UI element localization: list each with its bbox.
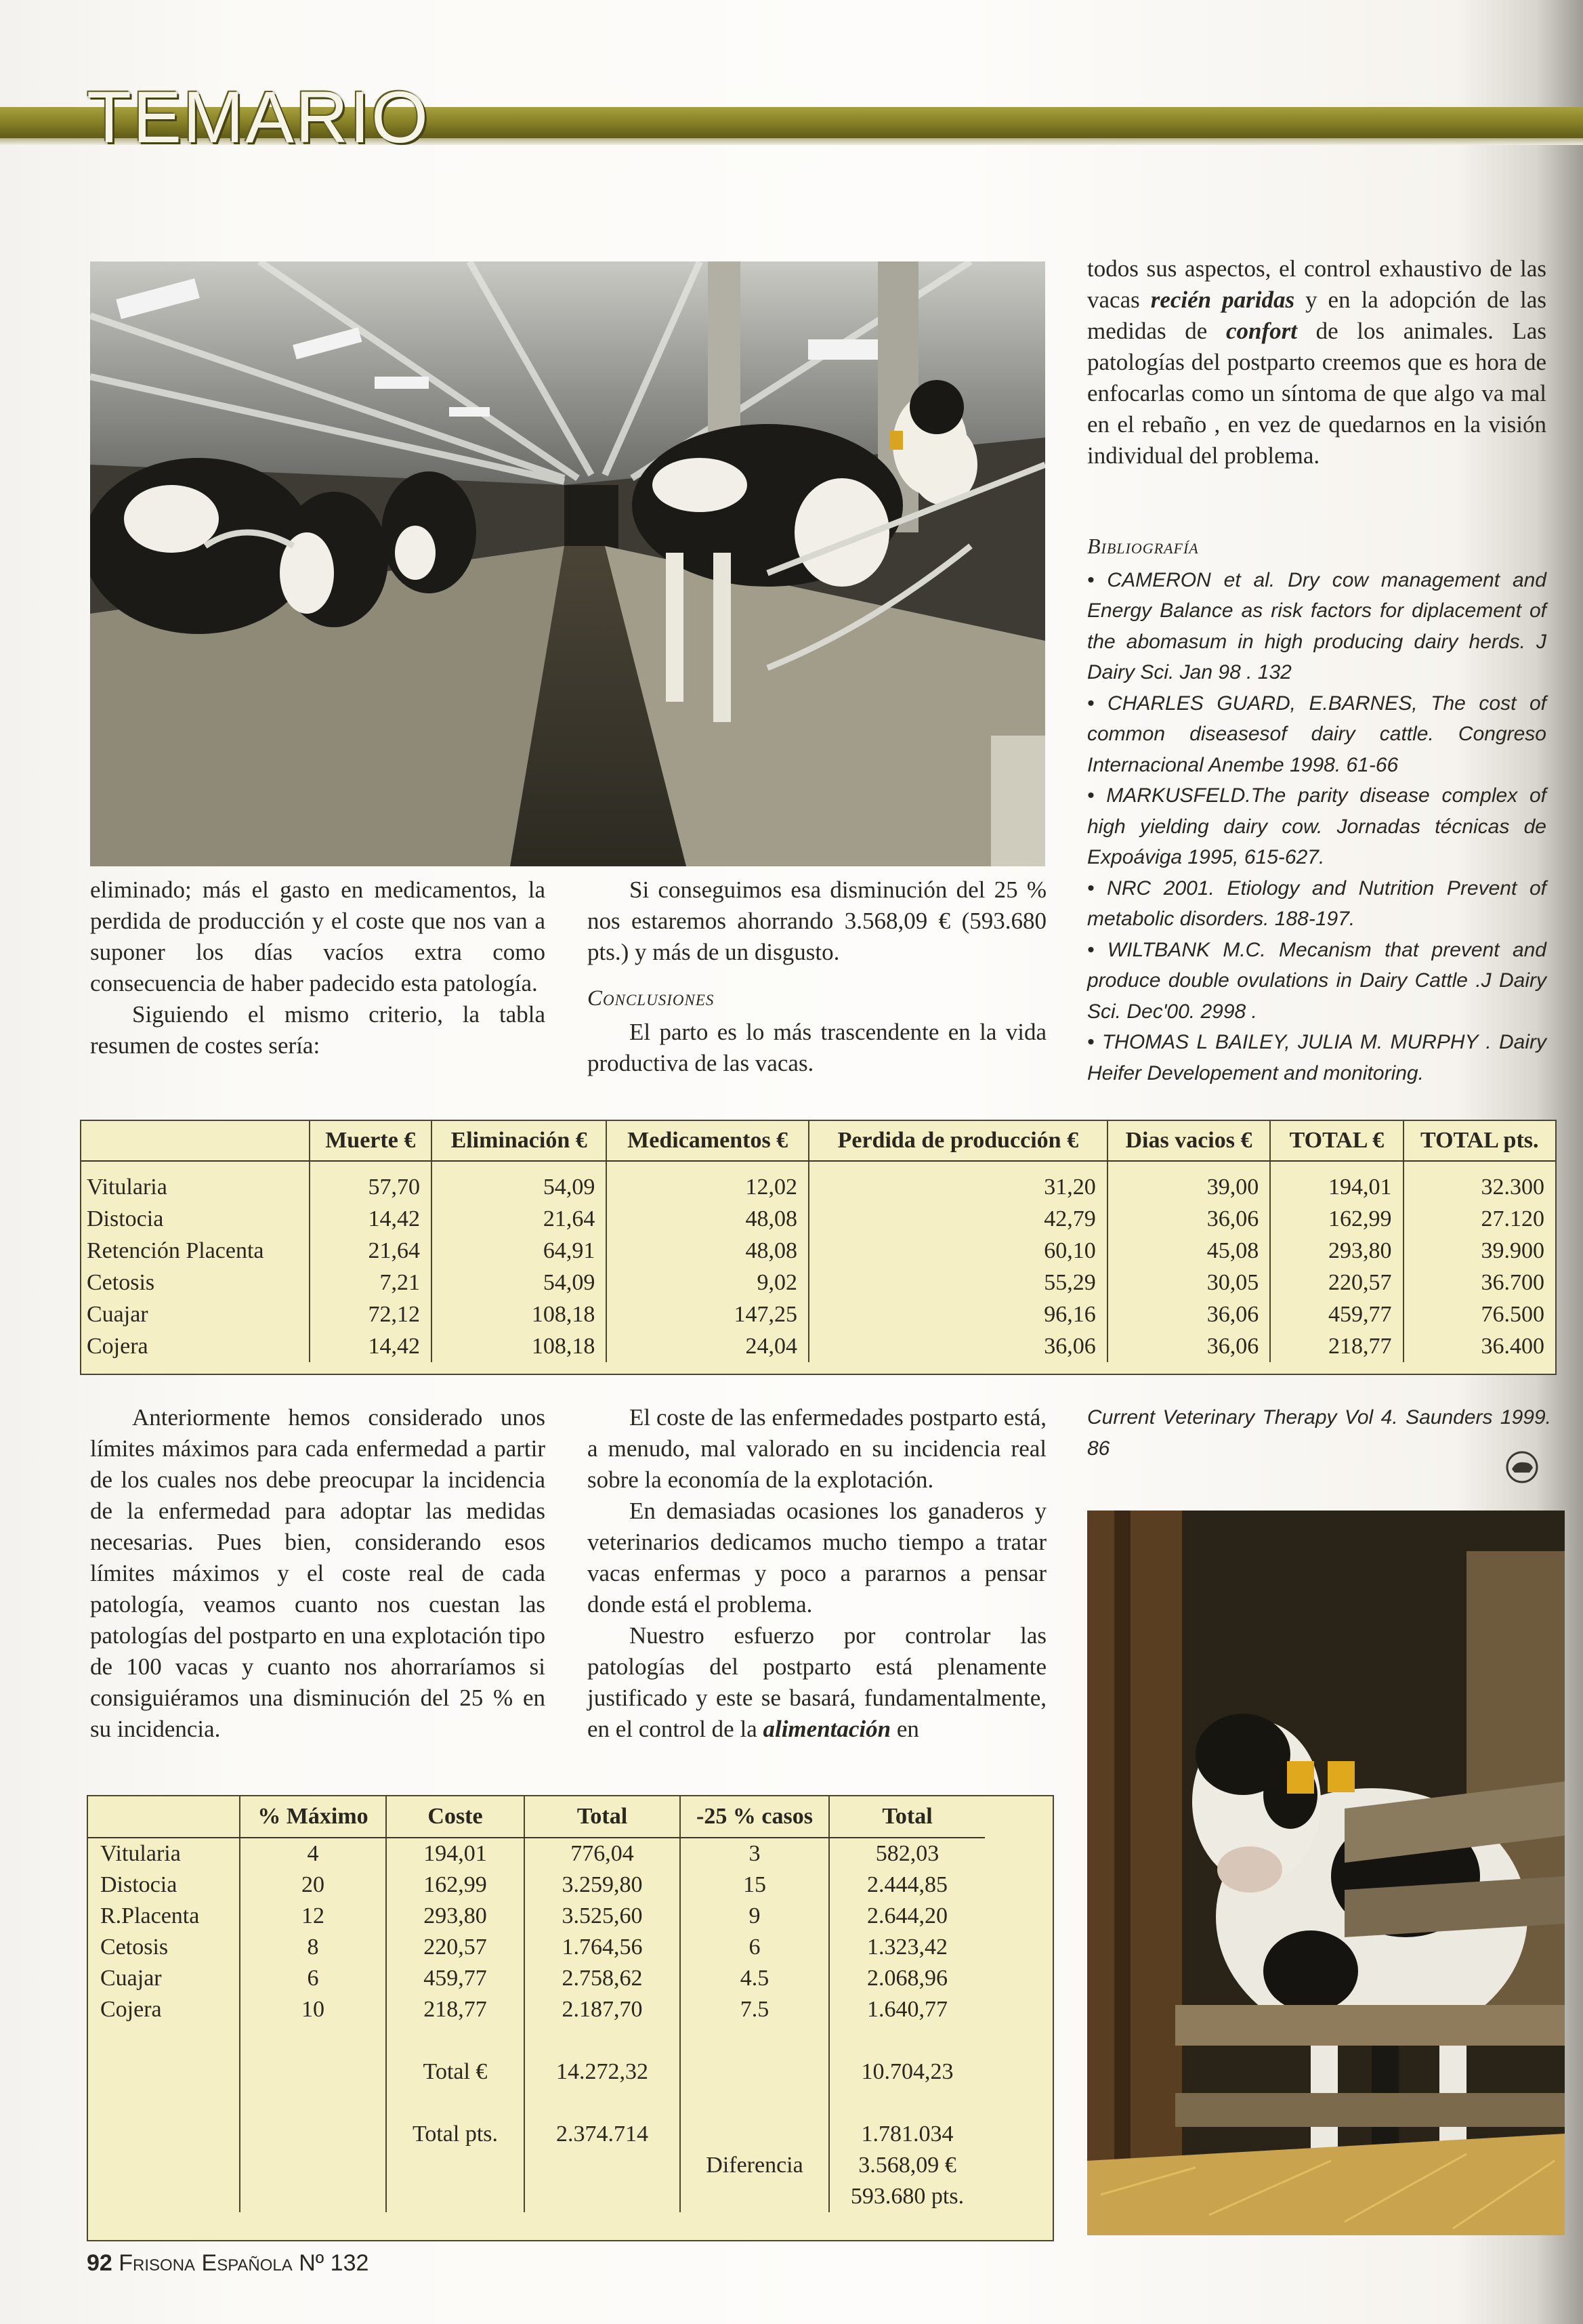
cost-cell: 194,01	[1270, 1161, 1403, 1203]
savings-table-row	[88, 1963, 1053, 1994]
cost-cell: 76.500	[1403, 1298, 1555, 1330]
right-text-2: y en la adopción de las medidas de	[1087, 287, 1546, 344]
savings-table-row	[88, 1869, 1053, 1901]
cost-cell: 96,16	[809, 1298, 1107, 1330]
cost-row-label: Retención Placenta	[87, 1238, 264, 1263]
cost-cell: 57,70	[310, 1161, 431, 1203]
cost-cell: 39.900	[1403, 1235, 1555, 1267]
savings-cell-empty	[985, 1838, 1053, 1869]
savings-row-label: R.Placenta	[100, 1903, 200, 1928]
cost-cell: 293,80	[1270, 1235, 1403, 1267]
savings-difference-pts: 593.680 pts.	[829, 2181, 985, 2212]
cost-table-body	[81, 1161, 1555, 1362]
cost-cell: 36.700	[1403, 1267, 1555, 1298]
cost-cell: 36,06	[1107, 1330, 1270, 1362]
cost-cell: 147,25	[606, 1298, 809, 1330]
cost-header-muerte: Muerte €	[310, 1121, 431, 1161]
cost-row-label: Cetosis	[87, 1269, 155, 1295]
cost-cell: 54,09	[431, 1161, 606, 1203]
paragraph-coste: El coste de las enfermedades postparto está, a menudo, mal valorado en su incidencia real sobre la economía de la explotación.	[587, 1404, 1047, 1493]
savings-table-row	[88, 1932, 1053, 1963]
cost-cell: 36,06	[809, 1330, 1107, 1362]
column-left-bottom	[90, 1402, 545, 1745]
cost-cell: 108,18	[431, 1330, 606, 1362]
column-middle-top	[587, 874, 1047, 1079]
savings-header-blank	[88, 1796, 240, 1838]
savings-cell: 293,80	[386, 1901, 524, 1932]
bibliography-item: • WILTBANK M.C. Mecanism that prevent and produce double ovulations in Dairy Cattle .J Dairy Sci. Dec'00. 2998 .	[1087, 938, 1546, 1023]
cost-table-row	[81, 1235, 1555, 1267]
cost-table-header-row	[81, 1121, 1555, 1161]
cost-row-label: Cojera	[87, 1333, 148, 1359]
savings-totals	[88, 2025, 1053, 2212]
savings-cell: 162,99	[386, 1869, 524, 1901]
cost-cell: 39,00	[1107, 1161, 1270, 1203]
cost-cell: 459,77	[1270, 1298, 1403, 1330]
savings-row-label: Cetosis	[100, 1935, 169, 1960]
savings-difference-eur: 3.568,09 €	[829, 2150, 985, 2181]
savings-header-coste: Coste	[386, 1796, 524, 1838]
cost-cell: 31,20	[809, 1161, 1107, 1203]
cost-header-blank	[81, 1121, 310, 1161]
savings-cell: 6	[680, 1932, 829, 1963]
cost-cell: 64,91	[431, 1235, 606, 1267]
calf-illustration	[1087, 1510, 1565, 2235]
cost-header-total-pts: TOTAL pts.	[1403, 1121, 1555, 1161]
savings-total-pts-value: 2.374.714	[524, 2119, 680, 2150]
cost-cell: 48,08	[606, 1203, 809, 1235]
savings-cell: 15	[680, 1869, 829, 1901]
savings-cell: 6	[240, 1963, 386, 1994]
cost-cell: 21,64	[310, 1235, 431, 1267]
bibliography-item: • CHARLES GUARD, E.BARNES, The cost of common diseasesof dairy cattle. Congreso Internacional Anembe 1998. 61-66	[1087, 692, 1546, 776]
savings-cell: 1.323,42	[829, 1932, 985, 1963]
cost-cell: 48,08	[606, 1235, 809, 1267]
paragraph-eliminado: eliminado; más el gasto en medicamentos, la perdida de producción y el coste que nos van a suponer los días vacíos extra como consecuencia de haber padecido esta patología.	[90, 876, 545, 996]
column-right-top	[1087, 253, 1546, 471]
paragraph-savings: Si conseguimos esa disminución del 25 % nos estaremos ahorrando 3.568,09 € (593.680 pts.) y más de un disgusto.	[587, 876, 1047, 965]
savings-cell: 3.525,60	[524, 1901, 680, 1932]
bibliography-item: • CAMERON et al. Dry cow management and Energy Balance as risk factors for diplacement of the abomasum in high producing dairy herds. J Dairy Sci. Jan 98 . 132	[1087, 568, 1546, 683]
savings-cell: 9	[680, 1901, 829, 1932]
savings-cell: 2.644,20	[829, 1901, 985, 1932]
savings-cell: 2.444,85	[829, 1869, 985, 1901]
cost-header-total-eur: TOTAL €	[1270, 1121, 1403, 1161]
savings-cell-empty	[985, 1869, 1053, 1901]
savings-cell-empty	[985, 1932, 1053, 1963]
cost-cell: 14,42	[310, 1203, 431, 1235]
calf-photo	[1087, 1510, 1565, 2235]
cost-cell: 36,06	[1107, 1203, 1270, 1235]
savings-cell: 7.5	[680, 1994, 829, 2025]
savings-header-total: Total	[524, 1796, 680, 1838]
cost-header-medicamentos: Medicamentos €	[606, 1121, 809, 1161]
savings-cell: 459,77	[386, 1963, 524, 1994]
cost-header-eliminacion: Eliminación €	[431, 1121, 606, 1161]
issue-number: Nº 132	[299, 2250, 369, 2276]
cost-cell: 21,64	[431, 1203, 606, 1235]
savings-cell: 3	[680, 1838, 829, 1869]
savings-total-eur-label: Total €	[386, 2056, 524, 2088]
savings-row-label: Vitularia	[100, 1841, 181, 1866]
barn-cows-photo	[90, 261, 1045, 866]
cost-cell: 24,04	[606, 1330, 809, 1362]
cost-table-row	[81, 1330, 1555, 1362]
cost-table-row	[81, 1298, 1555, 1330]
savings-cell: 776,04	[524, 1838, 680, 1869]
bibliography-item: • NRC 2001. Etiology and Nutrition Prevent of metabolic disorders. 188-197.	[1087, 876, 1546, 930]
conclusions-heading: Conclusiones	[587, 986, 715, 1011]
bibliography	[1087, 531, 1546, 1089]
cost-table-row	[81, 1161, 1555, 1203]
cost-cell: 9,02	[606, 1267, 809, 1298]
page-number: 92	[87, 2250, 112, 2276]
emphasis-alimentacion: alimentación	[763, 1716, 891, 1742]
cost-row-label: Vitularia	[87, 1174, 167, 1200]
paragraph-anteriormente: Anteriormente hemos considerado unos límites máximos para cada enfermedad a partir de los cuales nos debe preocupar la incidencia de la enfermedad para adoptar las medidas necesarias. Pues bien, considerando esos límites máximos y el coste real de cada patología, veamos cuanto nos cuestan las patologías del postparto en una explotación tipo de 100 vacas y cuanto nos ahorraríamos si consiguiéramos una disminución del 25 % en su incidencia.	[90, 1404, 545, 1742]
savings-table-row	[88, 1838, 1053, 1869]
paragraph-demasiadas: En demasiadas ocasiones los ganaderos y veterinarios dedicamos mucho tiempo a tratar vacas enfermas y poco a pararnos a pensar donde está el problema.	[587, 1498, 1047, 1618]
savings-cell: 12	[240, 1901, 386, 1932]
paragraph-esfuerzo-end: en	[891, 1716, 919, 1742]
cost-cell: 55,29	[809, 1267, 1107, 1298]
cost-cell: 108,18	[431, 1298, 606, 1330]
cost-cell: 12,02	[606, 1161, 809, 1203]
savings-cell: 20	[240, 1869, 386, 1901]
savings-cell: 8	[240, 1932, 386, 1963]
savings-cell: 2.187,70	[524, 1994, 680, 2025]
savings-total-pts-reduced: 1.781.034	[829, 2119, 985, 2150]
savings-cell: 4	[240, 1838, 386, 1869]
cost-cell: 27.120	[1403, 1203, 1555, 1235]
cost-table-row	[81, 1203, 1555, 1235]
cost-cell: 162,99	[1270, 1203, 1403, 1235]
cost-summary-table	[80, 1120, 1557, 1375]
savings-header-empty	[985, 1796, 1053, 1838]
savings-cell: 194,01	[386, 1838, 524, 1869]
column-middle-bottom	[587, 1402, 1047, 1745]
savings-cell: 3.259,80	[524, 1869, 680, 1901]
savings-cell-empty	[985, 1963, 1053, 1994]
savings-header-reduced-cases: -25 % casos	[680, 1796, 829, 1838]
savings-total-eur-value: 14.272,32	[524, 2056, 680, 2088]
savings-cell: 10	[240, 1994, 386, 2025]
column-left-top	[90, 874, 545, 1061]
savings-table-body	[88, 1838, 1053, 2025]
cost-header-dias-vacios: Dias vacios €	[1107, 1121, 1270, 1161]
cost-cell: 36,06	[1107, 1298, 1270, 1330]
savings-cell-empty	[985, 1901, 1053, 1932]
emphasis-confort: confort	[1225, 318, 1297, 344]
section-title: TEMARIO	[87, 76, 430, 158]
savings-cell: 218,77	[386, 1994, 524, 2025]
cost-cell: 30,05	[1107, 1267, 1270, 1298]
savings-cell: 2.068,96	[829, 1963, 985, 1994]
savings-cell: 220,57	[386, 1932, 524, 1963]
savings-total-eur-reduced: 10.704,23	[829, 2056, 985, 2088]
savings-cell: 582,03	[829, 1838, 985, 1869]
bibliography-continuation	[1087, 1402, 1551, 1464]
cow-logo-icon	[1505, 1450, 1539, 1484]
savings-cell-empty	[985, 1994, 1053, 2025]
cost-cell: 36.400	[1403, 1330, 1555, 1362]
right-text-3: de los animales. Las patologías del postparto creemos que es hora de enfocarlas como un síntoma de que algo va mal en el rebaño , en vez de quedarnos en la visión individual del problema.	[1087, 318, 1546, 469]
right-text-1: todos sus aspectos, el control exhaustivo de las vacas	[1087, 255, 1546, 313]
savings-difference-label: Diferencia	[680, 2150, 829, 2181]
cost-cell: 218,77	[1270, 1330, 1403, 1362]
cost-row-label: Cuajar	[87, 1301, 148, 1327]
bibliography-item: • MARKUSFELD.The parity disease complex of high yielding dairy cow. Jornadas técnicas de Expoáviga 1995, 615-627.	[1087, 784, 1546, 868]
paragraph-conclusions: El parto es lo más trascendente en la vida productiva de las vacas.	[587, 1019, 1047, 1076]
savings-cell: 2.758,62	[524, 1963, 680, 1994]
savings-table-row	[88, 1901, 1053, 1932]
paragraph-siguiendo: Siguiendo el mismo criterio, la tabla resumen de costes sería:	[90, 1001, 545, 1059]
savings-row-label: Cojera	[100, 1997, 162, 2022]
savings-row-label: Distocia	[100, 1872, 177, 1897]
savings-header-total-reduced: Total	[829, 1796, 985, 1838]
savings-table-row	[88, 1994, 1053, 2025]
bibliography-item-continuation: Current Veterinary Therapy Vol 4. Saunders 1999. 86	[1087, 1406, 1551, 1460]
savings-row-label: Cuajar	[100, 1966, 162, 1991]
cost-cell: 7,21	[310, 1267, 431, 1298]
page-footer	[87, 2250, 368, 2277]
barn-cows-illustration	[90, 261, 1045, 866]
savings-cell: 1.764,56	[524, 1932, 680, 1963]
cost-cell: 32.300	[1403, 1161, 1555, 1203]
cost-cell: 220,57	[1270, 1267, 1403, 1298]
cost-cell: 72,12	[310, 1298, 431, 1330]
publication-name: Frisona Española	[119, 2250, 293, 2276]
savings-total-pts-label: Total pts.	[386, 2119, 524, 2150]
paragraph-esfuerzo: Nuestro esfuerzo por controlar las patologías del postparto está plenamente justificado y este se basará, fundamentalmente, en el control de la	[587, 1622, 1047, 1742]
savings-header-row	[88, 1796, 1053, 1838]
cost-cell: 54,09	[431, 1267, 606, 1298]
cost-cell: 42,79	[809, 1203, 1107, 1235]
emphasis-recien-paridas: recién paridas	[1150, 287, 1295, 313]
bibliography-heading: Bibliografía	[1087, 534, 1199, 558]
cost-header-perdida: Perdida de producción €	[809, 1121, 1107, 1161]
savings-cell: 4.5	[680, 1963, 829, 1994]
savings-table	[87, 1795, 1054, 2241]
cost-cell: 45,08	[1107, 1235, 1270, 1267]
cost-row-label: Distocia	[87, 1206, 164, 1231]
cost-table-row	[81, 1267, 1555, 1298]
savings-cell: 1.640,77	[829, 1994, 985, 2025]
cost-cell: 60,10	[809, 1235, 1107, 1267]
savings-header-maximo: % Máximo	[240, 1796, 386, 1838]
bibliography-item: • THOMAS L BAILEY, JULIA M. MURPHY . Dairy Heifer Developement and monitoring.	[1087, 1031, 1546, 1084]
cost-cell: 14,42	[310, 1330, 431, 1362]
